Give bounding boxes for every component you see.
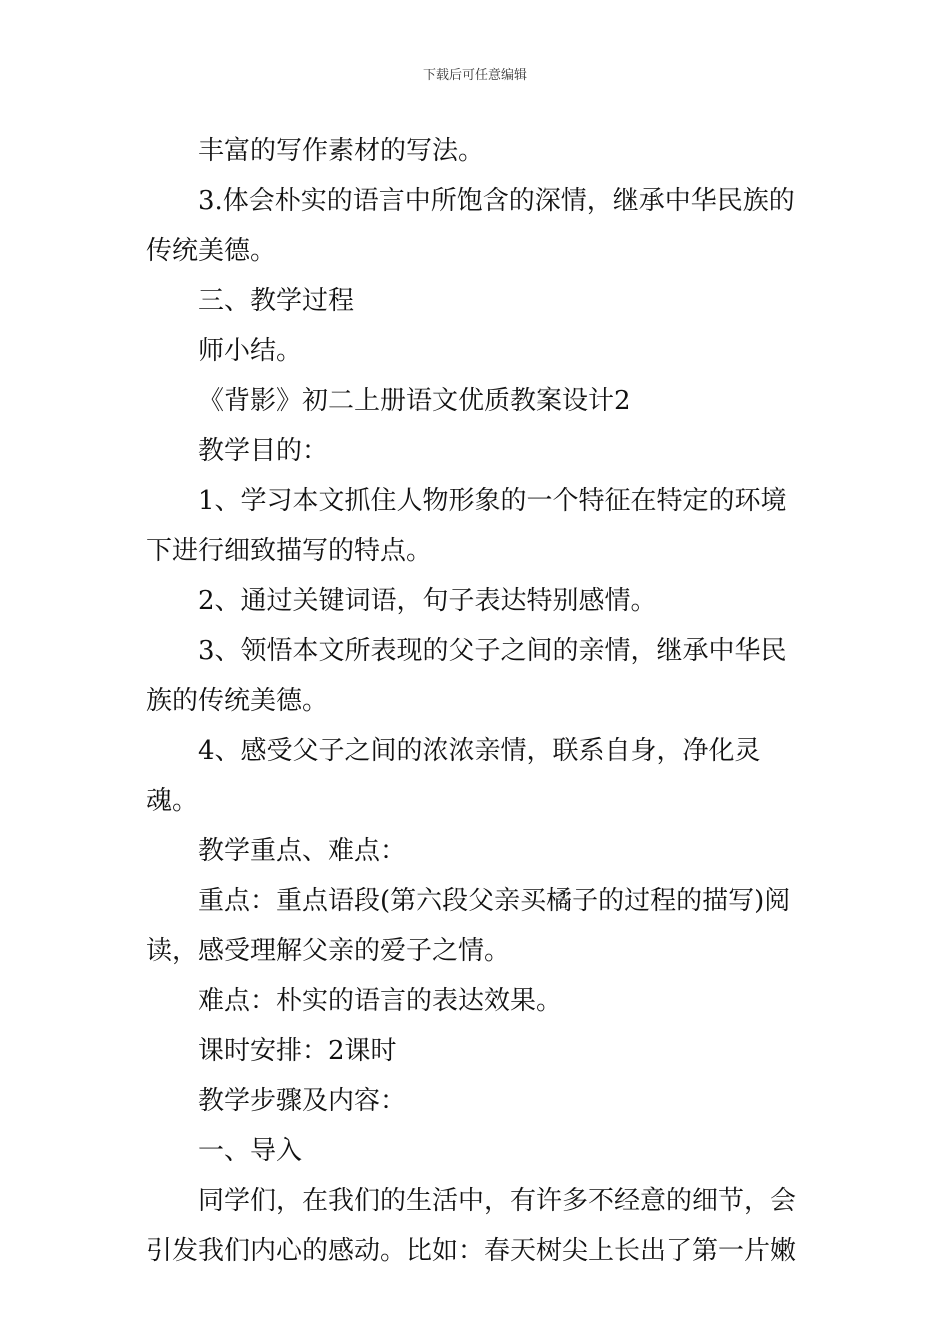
paragraph: 难点：朴实的语言的表达效果。 — [198, 986, 563, 1016]
paragraph: 师小结。 — [198, 336, 303, 366]
list-item: 1、学习本文抓住人物形象的一个特征在特定的环境下进行细致描写的特点。 — [146, 486, 787, 566]
section-heading: 一、导入 — [198, 1136, 303, 1166]
section-heading: 教学步骤及内容： — [198, 1086, 407, 1116]
section-heading: 教学重点、难点： — [198, 836, 407, 866]
list-item: 4、感受父子之间的浓浓亲情，联系自身，净化灵魂。 — [146, 736, 761, 816]
document-body — [146, 126, 806, 1276]
page-header: 下载后可任意编辑 — [422, 68, 527, 83]
section-heading: 教学目的： — [198, 436, 329, 466]
list-item: 3、领悟本文所表现的父子之间的亲情，继承中华民族的传统美德。 — [146, 636, 787, 716]
section-heading: 三、教学过程 — [198, 286, 355, 316]
document-title: 《背影》初二上册语文优质教案设计2 — [198, 386, 631, 416]
paragraph: 课时安排：2课时 — [198, 1036, 397, 1066]
paragraph: 同学们，在我们的生活中，有许多不经意的细节，会引发我们内心的感动。比如：春天树尖上长出了第一片嫩 — [146, 1186, 797, 1266]
paragraph: 重点：重点语段(第六段父亲买橘子的过程的描写)阅读，感受理解父亲的爱子之情。 — [146, 886, 791, 966]
list-item: 2、通过关键词语，句子表达特别感情。 — [198, 586, 657, 616]
paragraph: 丰富的写作素材的写法。 — [198, 136, 485, 166]
paragraph: 3.体会朴实的语言中所饱含的深情，继承中华民族的传统美德。 — [146, 186, 795, 266]
